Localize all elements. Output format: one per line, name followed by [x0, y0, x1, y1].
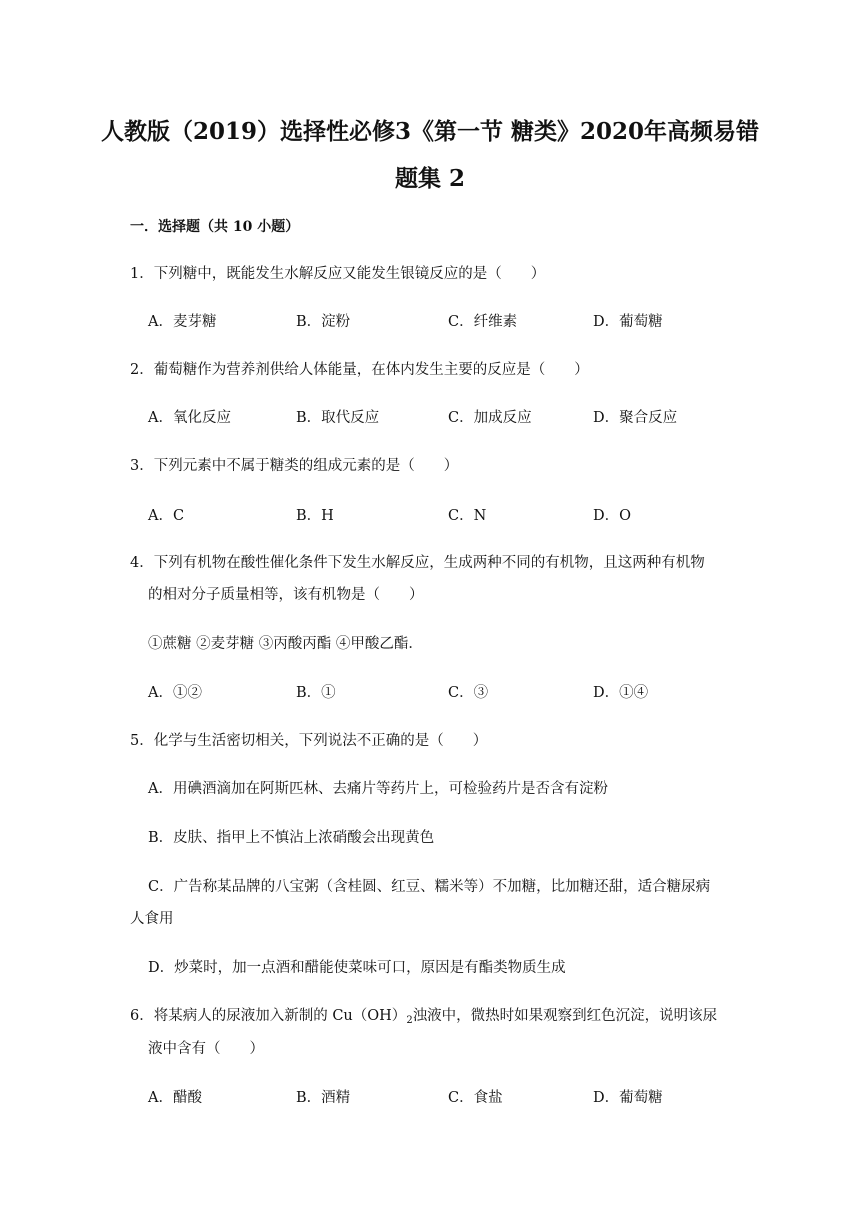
question-6-option-a: A．醋酸 — [148, 1090, 202, 1106]
question-3-stem: 3．下列元素中不属于糖类的组成元素的是（ ） — [130, 458, 459, 474]
question-1-options — [148, 312, 768, 332]
question-5-option-a: A．用碘酒滴加在阿斯匹林、去痛片等药片上，可检验药片是否含有淀粉 — [148, 781, 608, 797]
question-2-option-d: D．聚合反应 — [593, 410, 678, 426]
page-title-line-2: 题集 2 — [394, 165, 465, 192]
question-3-option-b: B．H — [296, 508, 334, 524]
question-6-stem-part-2: 浊液中，微热时如果观察到红色沉淀，说明该尿 — [412, 1008, 718, 1024]
question-4-stem: 4．下列有机物在酸性催化条件下发生水解反应，生成两种不同的有机物，且这两种有机物 — [130, 555, 705, 571]
question-4-option-c: C．③ — [448, 685, 489, 701]
question-6-subscript: 2 — [406, 1015, 413, 1026]
question-5-stem: 5．化学与生活密切相关，下列说法不正确的是（ ） — [130, 733, 488, 749]
question-1-stem: 1．下列糖中，既能发生水解反应又能发生银镜反应的是（ ） — [130, 266, 546, 282]
question-3-option-d: D．O — [593, 508, 632, 524]
question-1-option-a: A．麦芽糖 — [148, 314, 217, 330]
question-2-option-c: C．加成反应 — [448, 410, 532, 426]
question-6-options — [148, 1088, 768, 1108]
question-5-option-d: D．炒菜时，加一点酒和醋能使菜味可口，原因是有酯类物质生成 — [148, 960, 566, 976]
question-4-options — [148, 683, 768, 703]
question-5-option-c-continued: 人食用 — [130, 911, 174, 927]
question-4-option-a: A．①② — [148, 685, 202, 701]
question-1-option-c: C．纤维素 — [448, 314, 518, 330]
question-1-option-b: B．淀粉 — [296, 314, 351, 330]
question-6-stem-continued: 液中含有（ ） — [148, 1041, 264, 1057]
question-5-option-c: C．广告称某品牌的八宝粥（含桂圆、红豆、糯米等）不加糖，比加糖还甜，适合糖尿病 — [148, 879, 711, 895]
question-4-option-b: B．① — [296, 685, 336, 701]
question-2-stem: 2．葡萄糖作为营养剂供给人体能量，在体内发生主要的反应是（ ） — [130, 362, 589, 378]
question-5-option-b: B．皮肤、指甲上不慎沾上浓硝酸会出现黄色 — [148, 830, 435, 846]
question-2-options — [148, 408, 768, 428]
question-4-stem-continued: 的相对分子质量相等，该有机物是（ ） — [148, 587, 424, 603]
question-1-option-d: D．葡萄糖 — [593, 314, 663, 330]
page-title-line-1: 人教版（2019）选择性必修3《第一节 糖类》2020年高频易错 — [100, 118, 760, 145]
question-6-option-d: D．葡萄糖 — [593, 1090, 663, 1106]
question-2-option-b: B．取代反应 — [296, 410, 380, 426]
question-3-options — [148, 506, 768, 526]
question-2-option-a: A．氧化反应 — [148, 410, 231, 426]
question-3-option-a: A．C — [148, 508, 185, 524]
question-6-stem — [130, 1006, 717, 1031]
question-3-option-c: C．N — [448, 508, 487, 524]
section-heading: 一．选择题（共 10 小题） — [130, 219, 300, 235]
question-4-items: ①蔗糖 ②麦芽糖 ③丙酸丙酯 ④甲酸乙酯． — [148, 636, 423, 652]
question-6-option-c: C．食盐 — [448, 1090, 503, 1106]
question-6-option-b: B．酒精 — [296, 1090, 351, 1106]
question-4-option-d: D．①④ — [593, 685, 649, 701]
question-6-stem-part-1: 6．将某病人的尿液加入新制的 Cu（OH） — [130, 1008, 407, 1024]
